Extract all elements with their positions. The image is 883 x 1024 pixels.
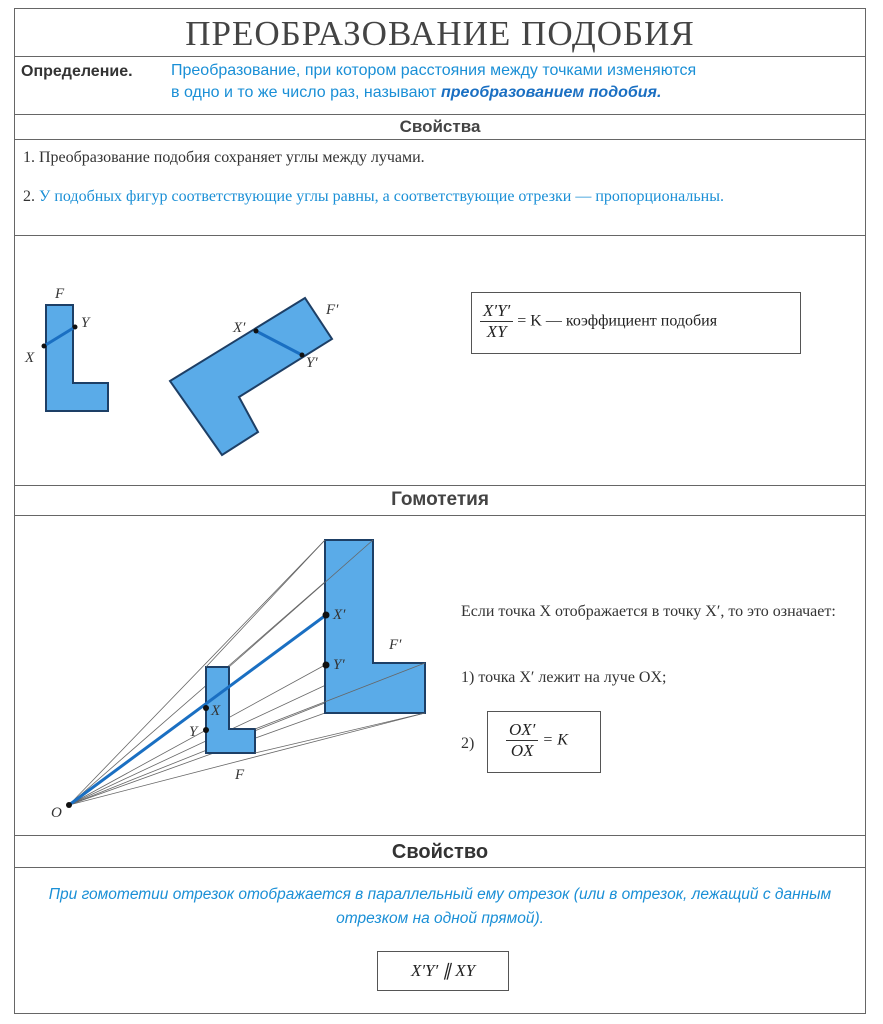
label-f-prime: F′: [389, 637, 402, 653]
homothety-numerator: OX′: [506, 720, 538, 741]
definition-line-2-start: в одно и то же число раз, называют: [171, 84, 437, 101]
homothety-denominator: OX: [510, 741, 534, 760]
ratio-definition: = K — коэффициент подобия: [517, 312, 718, 330]
section-heading-property: Свойство: [15, 835, 865, 868]
definition-term: Определение.: [21, 63, 133, 80]
label-x: X: [211, 703, 221, 719]
definition-line-2: [171, 84, 661, 102]
section-heading-properties: Свойства: [15, 115, 865, 140]
point-y-prime: [323, 662, 330, 669]
property-1: 1. Преобразование подобия сохраняет углы между лучами.: [23, 149, 425, 166]
label-o: O: [51, 805, 62, 821]
poster-frame: [14, 8, 866, 1014]
homothety-fraction: [506, 720, 538, 761]
figure-f-shape: [46, 305, 108, 411]
property-2-text: У подобных фигур соответствующие углы равны, а соответствующие отрезки — пропорциональны.: [39, 188, 724, 205]
ratio-denominator: XY: [486, 322, 507, 341]
homothety-explanation: Если точка X отображается в точку X′, то это означает:: [461, 603, 836, 620]
point-x-prime: [254, 329, 259, 334]
homothety-condition-1: 1) точка X′ лежит на луче OX;: [461, 669, 667, 686]
point-x: [203, 705, 209, 711]
point-y: [73, 325, 78, 330]
label-y: Y: [81, 315, 90, 331]
point-x: [42, 344, 47, 349]
definition-line-1: Преобразование, при котором расстояния между точками изменяются: [171, 62, 697, 79]
point-o: [66, 802, 72, 808]
point-y-prime: [300, 353, 305, 358]
homothety-property-text: При гомотетии отрезок отображается в параллельный ему отрезок (или в отрезок, лежащий с данным отрезком на одной прямой).: [48, 886, 832, 927]
definition-highlight: преобразованием подобия.: [440, 84, 662, 101]
ratio-fraction: [480, 301, 513, 342]
figure-f-prime-shape: [170, 298, 332, 455]
definition-block: [15, 57, 865, 115]
parallel-formula-box: X′Y′ ∥ XY: [377, 951, 509, 991]
label-x-prime: X′: [233, 320, 246, 336]
label-x: X: [25, 350, 35, 366]
similarity-coefficient-box: [471, 292, 801, 354]
section-heading-homothety: Гомотетия: [15, 485, 865, 516]
homothety-condition-2-number: 2): [461, 735, 475, 752]
label-y-prime: Y′: [306, 355, 318, 371]
label-f: F: [55, 286, 65, 302]
label-x-prime: X′: [333, 607, 346, 623]
property-2: [23, 185, 853, 209]
page-title: ПРЕОБРАЗОВАНИЕ ПОДОБИЯ: [15, 9, 865, 57]
label-f-prime: F′: [326, 302, 339, 318]
homothety-ratio-box: [487, 711, 601, 773]
figure-f-prime-shape: [325, 540, 425, 713]
homothety-figure: [15, 515, 445, 845]
similarity-figure: [15, 235, 867, 495]
label-f: F: [235, 767, 245, 783]
label-y: Y: [189, 724, 198, 740]
point-y: [203, 727, 209, 733]
label-y-prime: Y′: [333, 657, 345, 673]
point-x-prime: [323, 612, 330, 619]
homothety-ratio-equals: = K: [542, 731, 568, 749]
ratio-numerator: X′Y′: [480, 301, 513, 322]
property-2-number: 2.: [23, 188, 35, 205]
ray-ox: [69, 615, 326, 805]
